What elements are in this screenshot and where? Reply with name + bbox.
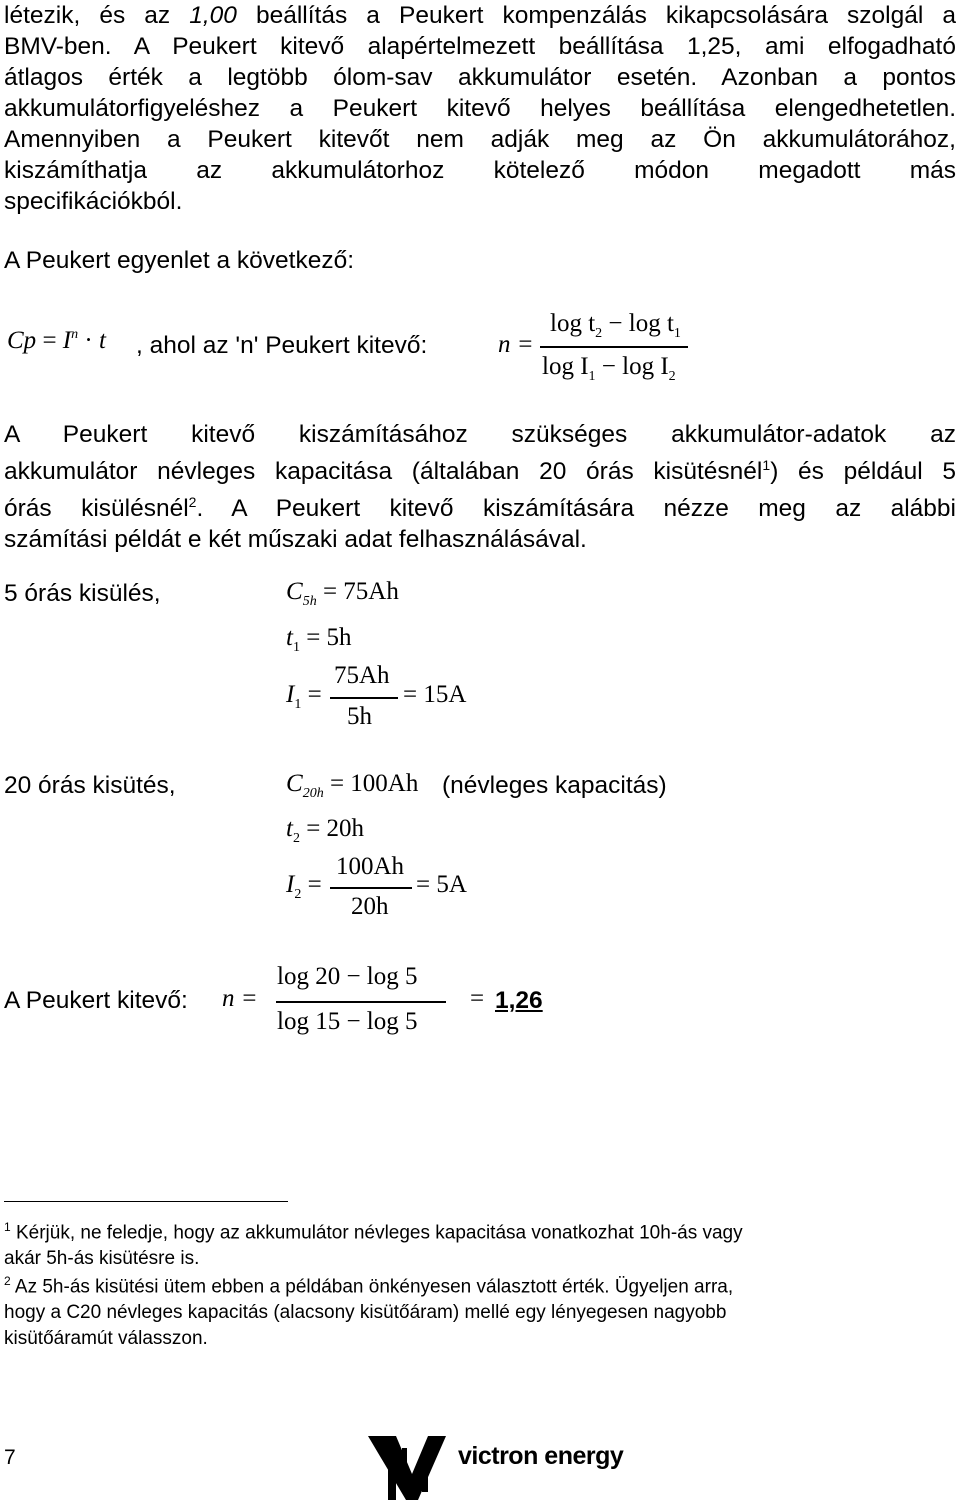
n-equals: n =	[498, 331, 534, 358]
equation-intro: A Peukert egyenlet a következő:	[4, 247, 355, 274]
cp-formula: $Cp = I^n \cdot t$	[7, 327, 106, 354]
data-line-3: órás kisülésnél$^2$. A Peukert kitevő kiszámítására nézze meg az alábbi	[4, 494, 956, 523]
result-n-equals: n =	[222, 985, 258, 1012]
i2-fraction-bar	[330, 887, 412, 889]
i1-line: $I_1$ =	[286, 681, 322, 712]
footnote-ref-1: 1	[762, 457, 771, 473]
footnote-separator	[4, 1201, 288, 1202]
data-line-4: számítási példát e két műszaki adat felhasználásával.	[4, 526, 587, 554]
c5h-line: $C_{5h} = 75Ah$	[286, 578, 399, 609]
result-denominator: log 15 − log 5	[277, 1008, 418, 1035]
result-equals: =	[470, 985, 485, 1012]
result-fraction-bar	[276, 1001, 446, 1003]
intro-line-7: specifikációkból.	[4, 188, 183, 215]
victron-logo	[366, 1434, 950, 1502]
intro-line-5: Amennyiben a Peukert kitevőt nem adják meg az Ön akkumulátorához,	[4, 126, 956, 153]
capacity-note: (névleges kapacitás)	[442, 772, 667, 799]
footnote-1: $^1$ Kérjük, ne feledje, hogy az akkumulátor névleges kapacitása vonatkozhat 10h-ás vagy akár 5h-ás kisütésre is.	[4, 1220, 743, 1270]
page-number: 7	[4, 1446, 16, 1469]
t2-line: $t_2 = 20h$	[286, 815, 365, 846]
example-5h-label: 5 órás kisülés,	[4, 580, 161, 607]
fraction-bar	[540, 346, 688, 348]
i1-numerator: 75Ah	[334, 662, 390, 689]
footnote-mark-1: 1	[4, 1220, 11, 1234]
result-numerator: log 20 − log 5	[277, 963, 418, 990]
i2-denominator: 20h	[351, 893, 389, 920]
victron-logo-icon	[366, 1434, 950, 1502]
data-line-2: akkumulátor névleges kapacitása (általában 20 órás kisütésnél$^1$) és például 5	[4, 457, 956, 486]
t1-line: $t_1 = 5h$	[286, 624, 352, 655]
i2-result: = 5A	[416, 871, 467, 898]
i1-fraction-bar	[330, 697, 398, 699]
intro-paragraph	[4, 0, 956, 217]
result-value: 1,26	[495, 987, 543, 1014]
data-paragraph	[4, 419, 956, 555]
i2-numerator: 100Ah	[336, 853, 405, 880]
italic-value: 1,00	[189, 2, 237, 29]
peukert-denominator: $\log I_1 - \log I_2$	[542, 353, 676, 384]
i1-denominator: 5h	[347, 703, 372, 730]
intro-line-6: kiszámíthatja az akkumulátorhoz kötelező módon megadott más	[4, 157, 956, 184]
i2-line: $I_2$ =	[286, 871, 322, 902]
data-line-1: A Peukert kitevő kiszámításához szükséges akkumulátor-adatok az	[4, 421, 956, 448]
intro-line-3: átlagos érték a legtöbb ólom-sav akkumulátor esetén. Azonban a pontos	[4, 64, 956, 91]
c20h-line: $C_{20h} = 100Ah$	[286, 770, 419, 801]
i1-result: = 15A	[403, 681, 467, 708]
ahol-text: , ahol az 'n' Peukert kitevő:	[136, 332, 428, 359]
intro-line-4: akkumulátorfigyeléshez a Peukert kitevő helyes beállítása elengedhetetlen.	[4, 95, 956, 122]
logo-text: victron energy	[458, 1442, 624, 1470]
result-label: A Peukert kitevő:	[4, 987, 188, 1014]
example-20h-label: 20 órás kisütés,	[4, 772, 176, 799]
footnote-mark-2: 2	[4, 1274, 11, 1288]
footnote-2: $^2$ Az 5h-ás kisütési ütem ebben a példában önkényesen választott érték. Ügyeljen arra, hogy a C20 névleges kapacitás (alacsony kisütőáram) mellé egy lényegesen nagyobb kisütőáramút válasszon.	[4, 1274, 734, 1350]
peukert-numerator: $\log t_2 - \log t_1$	[550, 310, 681, 341]
intro-line-2: BMV-ben. A Peukert kitevő alapértelmezett beállítása 1,25, ami elfogadható	[4, 33, 956, 60]
footnote-ref-2: 2	[188, 494, 197, 511]
intro-line-1: létezik, és az 1,00 beállítás a Peukert kompenzálás kikapcsolására szolgál a	[4, 2, 956, 29]
